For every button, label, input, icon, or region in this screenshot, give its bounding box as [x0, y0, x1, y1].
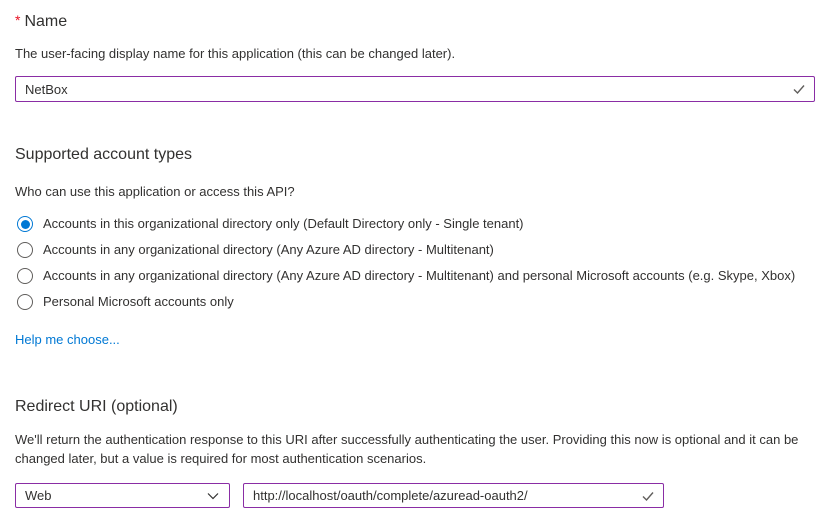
name-section-title — [15, 10, 815, 32]
platform-select[interactable] — [15, 483, 230, 508]
name-input-wrap — [15, 76, 815, 102]
name-description: The user-facing display name for this application (this can be changed later). — [15, 46, 456, 61]
chevron-down-icon — [206, 489, 220, 503]
radio-button-icon — [17, 216, 33, 232]
radio-multitenant-personal[interactable] — [15, 263, 815, 289]
platform-select-value: Web — [25, 488, 52, 503]
help-me-choose-link[interactable]: Help me choose... — [15, 332, 120, 347]
radio-personal-only[interactable] — [15, 289, 815, 315]
radio-label: Accounts in any organizational directory (Any Azure AD directory - Multitenant) — [43, 242, 494, 257]
radio-single-tenant[interactable] — [15, 211, 815, 237]
radio-label: Accounts in any organizational directory (Any Azure AD directory - Multitenant) and personal Microsoft accounts (e.g. Skype, Xbox) — [43, 268, 796, 283]
account-types-title: Supported account types — [15, 146, 193, 163]
name-label: Name — [24, 13, 68, 30]
redirect-uri-title: Redirect URI (optional) — [15, 398, 178, 415]
account-types-radio-group — [15, 211, 815, 315]
account-types-question: Who can use this application or access this API? — [15, 184, 295, 199]
radio-button-icon — [17, 294, 33, 310]
radio-label: Accounts in this organizational directory only (Default Directory only - Single tenant) — [43, 216, 524, 231]
redirect-uri-input[interactable] — [243, 483, 664, 508]
radio-button-icon — [17, 242, 33, 258]
radio-multitenant[interactable] — [15, 237, 815, 263]
name-input[interactable] — [15, 76, 815, 102]
redirect-uri-input-wrap — [243, 483, 664, 508]
radio-label: Personal Microsoft accounts only — [43, 294, 234, 309]
required-asterisk: * — [15, 12, 21, 28]
radio-button-icon — [17, 268, 33, 284]
redirect-uri-description: We'll return the authentication response to this URI after successfully authenticating the user. Providing this now is optional and it can be changed later, but a value is required for most authentication scenarios. — [15, 432, 799, 466]
